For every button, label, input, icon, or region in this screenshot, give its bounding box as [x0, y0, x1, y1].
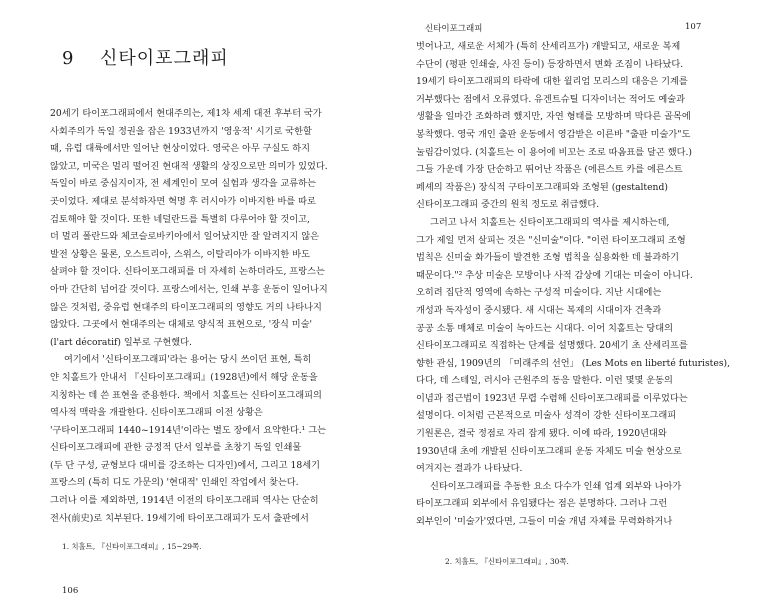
body-line: 신타이포그래피를 추동한 요소 다수가 인쇄 업계 외부와 나아가 [430, 480, 682, 492]
body-line: '구타이포그래피 1440~1914년'이라는 별도 장에서 요약한다.¹ 그는 [50, 424, 326, 436]
body-line: 더 멀리 폴란드와 체코슬로바키아에서 일어났지만 잘 알려지지 않은 [50, 231, 319, 243]
body-line: 기원론은, 결국 정점로 자리 잡게 됐다. 이에 따라, 1920년대와 [416, 428, 667, 440]
body-line: 개성과 독자성이 중시됐다. 새 시대는 복제의 시대이자 건축과 [416, 304, 662, 316]
body-line: 발전 상황은 물론, 오스트리아, 스위스, 이탈리아가 이바지한 바도 [50, 248, 310, 260]
page-number: 107 [685, 22, 702, 32]
body-line: 신타이포그래피에 관한 긍정적 단서 일부를 초창기 독일 인쇄물 [50, 442, 302, 454]
body-line: 다다, 데 스테일, 러시아 근원주의 동응 말한다. 이런 몇몇 운동의 [416, 375, 673, 387]
body-line: 눌림감이었다. (치홀트는 이 용어에 비꼬는 조로 따옴표를 달곤 했다.) [416, 146, 693, 158]
body-line: 신타이포그래피로 직접하는 단계를 설명했다. 20세기 초 산세리프를 [416, 340, 688, 352]
body-line: 신타이포그래피 중간의 원칙 정도로 취급했다. [416, 199, 600, 211]
body-line: 오히려 집단적 영역에 속하는 구성적 미술이다. 지난 시대에는 [416, 287, 662, 299]
body-line: 역사적 맥락을 개괄한다. 신타이포그래피 이전 상황은 [50, 407, 263, 419]
body-line: 20세기 타이포그래피에서 현대주의는, 제1차 세계 대전 후부터 국가 [50, 108, 322, 119]
right-body-text [416, 38, 741, 531]
body-line: 여기에서 '신타이포그래피'라는 용어는 당시 쓰이던 표현, 특히 [64, 354, 312, 366]
body-line: 여겨지는 결과가 나타났다. [416, 463, 523, 475]
body-line: 아마 간단히 넘어갈 것이다. 프랑스에서는, 인쇄 부흥 운동이 일어나지 [50, 283, 328, 295]
chapter-heading [62, 44, 229, 70]
body-line: 19세기 타이포그래피의 타락에 대한 윌리엄 모리스의 대응은 기계를 [416, 76, 688, 88]
body-line: 프랑스의 (특히 디도 가문의) '현대적' 인쇄인 작업에서 찾는다. [50, 477, 299, 489]
body-line: 않은 것처럼, 중유럽 현대주의 타이포그래피의 영향도 거의 나타나지 [50, 301, 322, 313]
body-line: (두 단 구성, 균형보다 대비를 강조하는 디자인)에서, 그리고 18세기 [50, 459, 320, 471]
body-line: 그러고 나서 치홀트는 신타이포그래피의 역사를 제시하는데, [430, 216, 670, 228]
body-line: 때, 유럽 대륙에서만 일어난 현상이었다. 영국은 아무 구실도 하지 [50, 143, 310, 155]
body-line: 때문이다."² 추상 미술은 모방이나 사적 감상에 기대는 미술이 아니다. [416, 269, 693, 281]
body-line: 얀 치홀트가 안내서 『신타이포그래피』(1928년)에서 해당 운동을 [50, 371, 318, 383]
body-line: 그들 가운데 가장 단순하고 뛰어난 작품은 (에른스트 카를 에른스트 [416, 164, 683, 176]
body-line: 거부했다는 점에서 오류였다. 유겐트슈틸 디자이너는 적어도 예술과 [416, 93, 685, 105]
page-number: 106 [62, 586, 79, 596]
body-line: 공공 소통 매체로 미술이 녹아드는 시대다. 이어 치홀트는 당대의 [416, 322, 674, 334]
body-line: 독일이 바로 중심지이자, 전 세계인이 모여 실험과 생각을 교류하는 [50, 178, 316, 190]
body-line: 1930년대 초에 개발된 신타이포그래피 운동 자체도 미술 현상으로 [416, 445, 682, 457]
body-line: 그러나 이를 제외하면, 1914년 이전의 타이포그래피 역사는 단순히 [50, 495, 319, 507]
body-line: 전사(前史)로 치부된다. 19세기에 타이포그래피가 도서 출판에서 [50, 512, 309, 524]
running-title: 신타이포그래피 [425, 24, 483, 34]
footnote: 1. 치홀트, 『신타이포그래피』, 15~29쪽. [62, 542, 202, 551]
body-line: 사회주의가 독일 정권을 잡은 1933년까지 '영웅적' 시기로 국한할 [50, 125, 312, 137]
chapter-number: 9 [62, 48, 75, 69]
body-line: 생활을 일마간 조화하려 했지만, 자연 형태를 모방하며 막다른 골목에 [416, 111, 691, 123]
body-line: 법칙은 신미술 화가들이 발견한 조형 법칙을 실용화한 데 불과하기 [416, 252, 679, 264]
body-line: 이념과 접근법이 1923년 무렵 수렴해 신타이포그래피를 이루었다는 [416, 392, 688, 404]
body-line: 설명이다. 이처럼 근본적으로 미술사 성격이 강한 신타이포그래피 [416, 410, 677, 422]
body-line: 벗어나고, 새로운 서체가 (특히 산세리프가) 개발되고, 새로운 복제 [416, 41, 681, 52]
left-body-text [50, 105, 368, 527]
right-page [383, 0, 766, 612]
body-line: 수단이 (평판 인쇄술, 사진 등이) 등장하면서 변화 조짐이 나타났다. [416, 58, 684, 70]
body-line: 검토해야 할 것이다. 또한 네덜란드를 특별히 다루어야 할 것이고, [50, 213, 310, 225]
chapter-title: 신타이포그래피 [100, 48, 229, 69]
body-line: 향한 관심, 1909년의 「미래주의 선언」 (Les Mots en liberté futuristes), [416, 357, 731, 369]
body-line: 외부인이 '미술가'였다면, 그들이 미술 개념 자체를 무력화하거나 [416, 516, 673, 528]
body-line: 페셰의 작품은) 장식적 구타이포그래피와 조형된 (gestaltend) [416, 181, 668, 193]
body-line: 살펴야 할 것이다. 신타이포그래피를 더 자세히 논하더라도, 프랑스는 [50, 266, 325, 278]
body-line: 않았다. 그곳에서 현대주의는 대체로 양식적 표현으로, '장식 미술' [50, 319, 313, 331]
body-line: 봉착했다. 영국 개인 출판 운동에서 영감받은 이른바 "출판 미술가"도 [416, 128, 691, 140]
body-line: 곳이었다. 제대로 분석하자면 혁명 후 러시아가 이바지한 바를 따로 [50, 195, 316, 207]
body-line: 타이포그래피 외부에서 유입됐다는 점은 분명하다. 그러나 그런 [416, 498, 668, 510]
body-line: (l'art décoratif) 일부로 구현했다. [50, 336, 192, 348]
footnote: 2. 치홀트, 『신타이포그래피』, 30쪽. [445, 557, 569, 566]
body-line: 지칭하는 데 쓴 표현을 준용한다. 책에서 치홀트는 신타이포그래피의 [50, 389, 322, 401]
body-line: 않았고, 미국은 멀리 떨어진 현대적 생활의 상징으로만 의미가 있었다. [50, 160, 328, 172]
body-line: 그가 제일 먼저 살피는 것은 "신미술"이다. "이런 타이포그래피 조형 [416, 234, 686, 246]
